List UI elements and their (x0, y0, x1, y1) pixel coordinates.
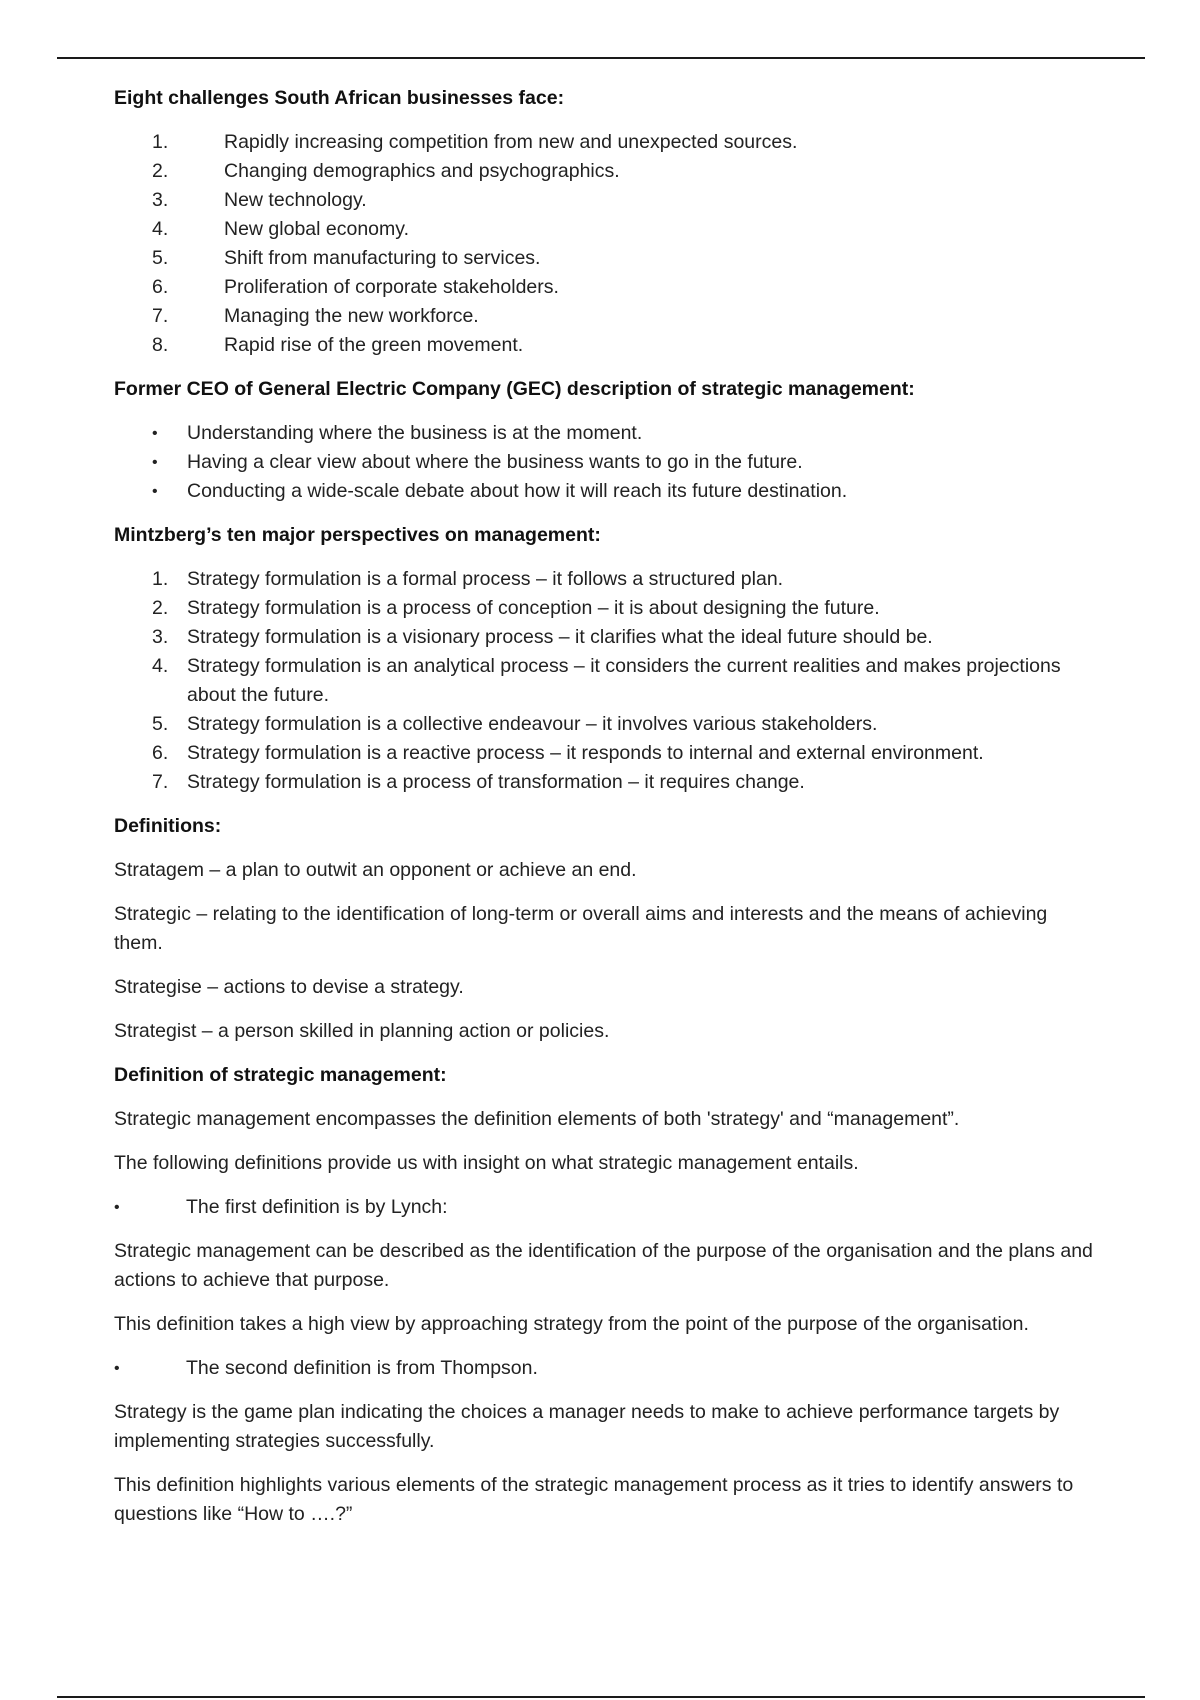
lynch-definition: Strategic management can be described as the identification of the purpose of the organisation and the plans and actions to achieve that purpose. (114, 1240, 1093, 1291)
definition-strategic: Strategic – relating to the identification of long-term or overall aims and interests and the means of achieving them. (114, 903, 1048, 954)
definitions-heading: Definitions: (114, 815, 222, 837)
definition-strategise: Strategise – actions to devise a strategy. (114, 976, 464, 998)
list-item: 5. Strategy formulation is a collective endeavour – it involves various stakeholders. (152, 713, 878, 735)
list-item: 4. Strategy formulation is an analytical process – it considers the current realities and makes projections about the future. (152, 655, 1061, 706)
strategic-management-intro: Strategic management encompasses the definition elements of both 'strategy' and “management”. (114, 1108, 960, 1130)
list-item: • Conducting a wide-scale debate about how it will reach its future destination. (114, 477, 1094, 506)
list-item: 2. Changing demographics and psychographics. (152, 160, 620, 182)
list-item: 2. Strategy formulation is a process of conception – it is about designing the future. (152, 597, 880, 619)
list-item: 4. New global economy. (152, 218, 409, 240)
list-item: 1. Strategy formulation is a formal process – it follows a structured plan. (152, 568, 784, 590)
gec-bullet-list (114, 419, 1094, 506)
mintzberg-list (114, 565, 1094, 797)
list-item: 7. Managing the new workforce. (152, 305, 479, 327)
challenges-heading: Eight challenges South African businesses face: (114, 87, 565, 109)
thompson-comment: This definition highlights various elements of the strategic management process as it tries to identify answers to questions like “How to ….?” (114, 1474, 1074, 1525)
list-item: 6. Strategy formulation is a reactive process – it responds to internal and external environment. (152, 742, 984, 764)
list-item: 7. Strategy formulation is a process of transformation – it requires change. (152, 771, 805, 793)
list-item: • Understanding where the business is at the moment. (114, 419, 1094, 448)
bullet-icon: • (152, 425, 158, 442)
gec-heading: Former CEO of General Electric Company (GEC) description of strategic management: (114, 378, 915, 400)
list-item: 3. Strategy formulation is a visionary process – it clarifies what the ideal future should be. (152, 626, 933, 648)
first-definition-label: • The first definition is by Lynch: (114, 1193, 1094, 1222)
top-rule (57, 57, 1145, 59)
strategic-management-intro-2: The following definitions provide us with insight on what strategic management entails. (114, 1152, 859, 1174)
document-body (114, 84, 1094, 1529)
bullet-icon: • (152, 454, 158, 471)
list-item: • Having a clear view about where the business wants to go in the future. (114, 448, 1094, 477)
list-item: 5. Shift from manufacturing to services. (152, 247, 541, 269)
bullet-icon: • (114, 1199, 120, 1216)
second-definition-label: • The second definition is from Thompson. (114, 1354, 1094, 1383)
bullet-icon: • (152, 483, 158, 500)
list-item: 6. Proliferation of corporate stakeholders. (152, 276, 559, 298)
bullet-icon: • (114, 1360, 120, 1377)
challenges-list (114, 128, 1094, 360)
definition-strategist: Strategist – a person skilled in planning action or policies. (114, 1020, 610, 1042)
lynch-comment: This definition takes a high view by approaching strategy from the point of the purpose of the organisation. (114, 1313, 1029, 1335)
mintzberg-heading: Mintzberg’s ten major perspectives on management: (114, 524, 601, 546)
list-item: 3. New technology. (152, 189, 367, 211)
bottom-rule (57, 1696, 1145, 1698)
strategic-management-heading: Definition of strategic management: (114, 1064, 447, 1086)
definition-stratagem: Stratagem – a plan to outwit an opponent or achieve an end. (114, 859, 637, 881)
list-item: 8. Rapid rise of the green movement. (152, 334, 524, 356)
list-item: 1. Rapidly increasing competition from new and unexpected sources. (152, 131, 798, 153)
thompson-definition: Strategy is the game plan indicating the choices a manager needs to make to achieve performance targets by implementing strategies successfully. (114, 1401, 1060, 1452)
